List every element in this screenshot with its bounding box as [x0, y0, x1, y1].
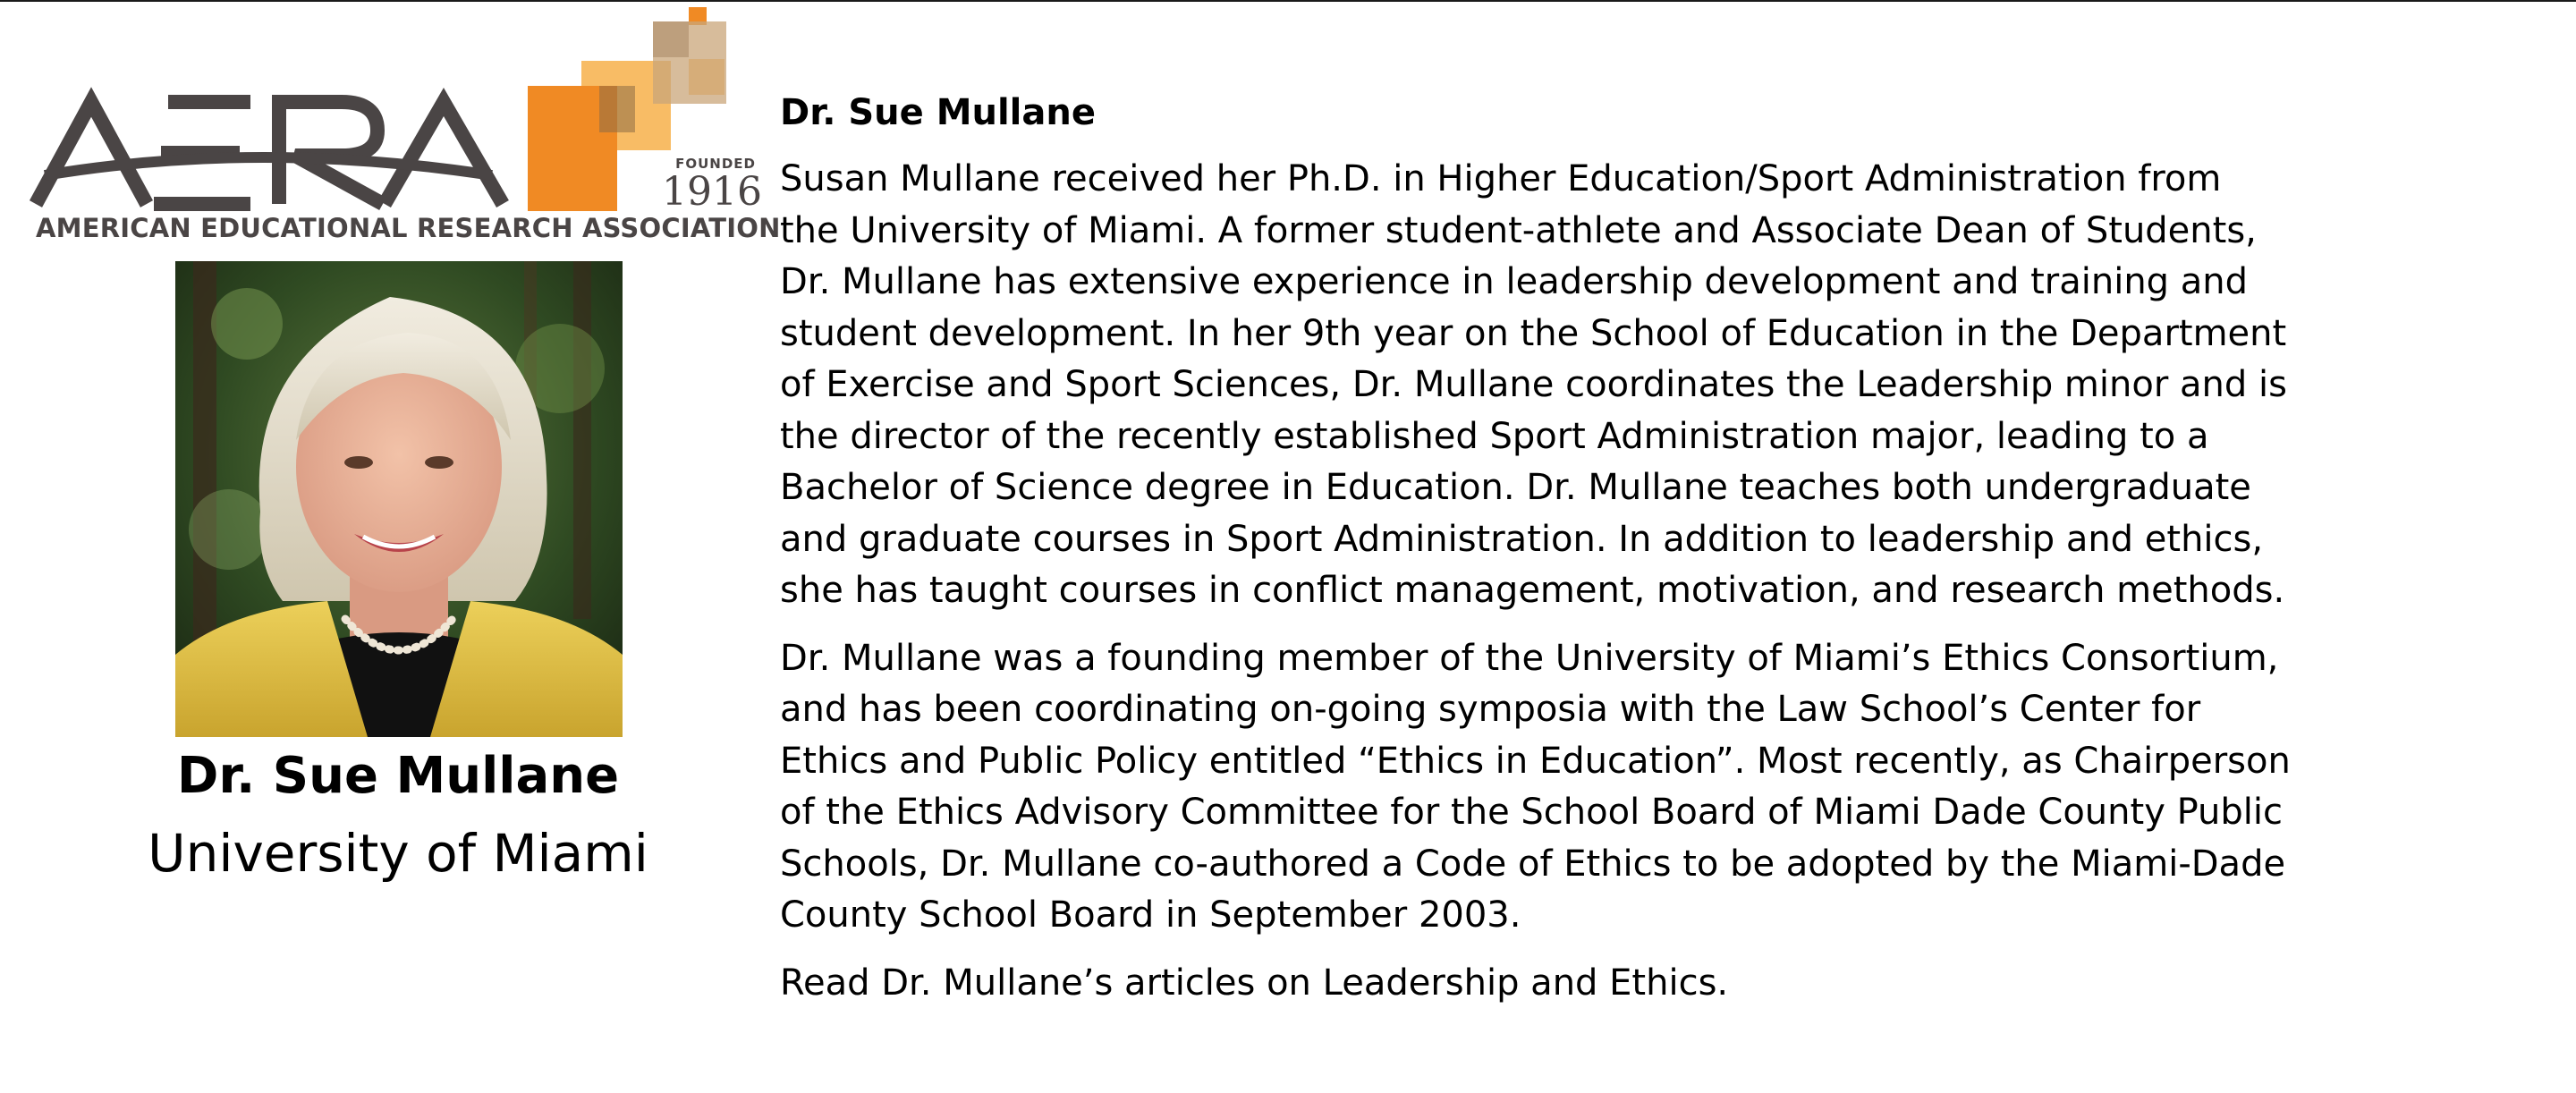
bio-line: of the Ethics Advisory Committee for the School Board of Miami Dade County Public: [780, 792, 2283, 833]
logo-swoosh: [45, 157, 492, 175]
portrait-photo: [175, 261, 623, 737]
caption-name: Dr. Sue Mullane: [176, 747, 620, 805]
bio-paragraph: [780, 633, 2533, 942]
bio-line: Bachelor of Science degree in Education. Dr. Mullane teaches both undergraduate: [780, 467, 2251, 508]
logo-square-brown: [599, 86, 635, 132]
aera-wordmark: [36, 102, 503, 204]
bio-line: the University of Miami. A former student-athlete and Associate Dean of Students,: [780, 209, 2257, 251]
bio-line: and has been coordinating on-going symposia with the Law School’s Center for: [780, 689, 2201, 730]
bio-paragraph: [780, 154, 2533, 617]
logo-tagline: AMERICAN EDUCATIONAL RESEARCH ASSOCIATION: [36, 213, 781, 243]
bio-line: County School Board in September 2003.: [780, 894, 1521, 936]
articles-line: Read Dr. Mullane’s articles on Leadership and Ethics.: [780, 962, 1729, 1004]
caption-affiliation: University of Miami: [148, 823, 648, 884]
top-divider: [0, 0, 2576, 2]
bio-line: Ethics and Public Policy entitled “Ethics in Education”. Most recently, as Chairperson: [780, 740, 2291, 782]
bio-line: Schools, Dr. Mullane co-authored a Code of Ethics to be adopted by the Miami-Dade: [780, 843, 2286, 885]
bio-line: of Exercise and Sport Sciences, Dr. Mullane coordinates the Leadership minor and is: [780, 364, 2287, 405]
portrait-image: [175, 261, 623, 737]
letter-a-1: [36, 102, 147, 204]
logo-founded-label: FOUNDED: [675, 156, 756, 172]
bio-section: [780, 86, 2533, 1025]
aera-logo: [27, 5, 781, 250]
bio-line: Susan Mullane received her Ph.D. in Higher Education/Sport Administration from: [780, 158, 2222, 199]
bio-paragraph: [780, 958, 2533, 1010]
logo-square-overlap: [653, 21, 689, 57]
bio-line: the director of the recently established Sport Administration major, leading to a: [780, 415, 2209, 457]
logo-founded-year: 1916: [662, 169, 762, 215]
bio-line: she has taught courses in conflict management, motivation, and research methods.: [780, 570, 2285, 611]
bio-line: and graduate courses in Sport Administration. In addition to leadership and ethics,: [780, 518, 2264, 560]
letter-a-2: [385, 102, 503, 204]
bio-heading: Dr. Sue Mullane: [780, 92, 1096, 133]
bio-line: Dr. Mullane has extensive experience in leadership development and training and: [780, 261, 2249, 302]
bio-line: student development. In her 9th year on the School of Education in the Department: [780, 312, 2287, 354]
bio-line: Dr. Mullane was a founding member of the University of Miami’s Ethics Consortium,: [780, 637, 2279, 679]
